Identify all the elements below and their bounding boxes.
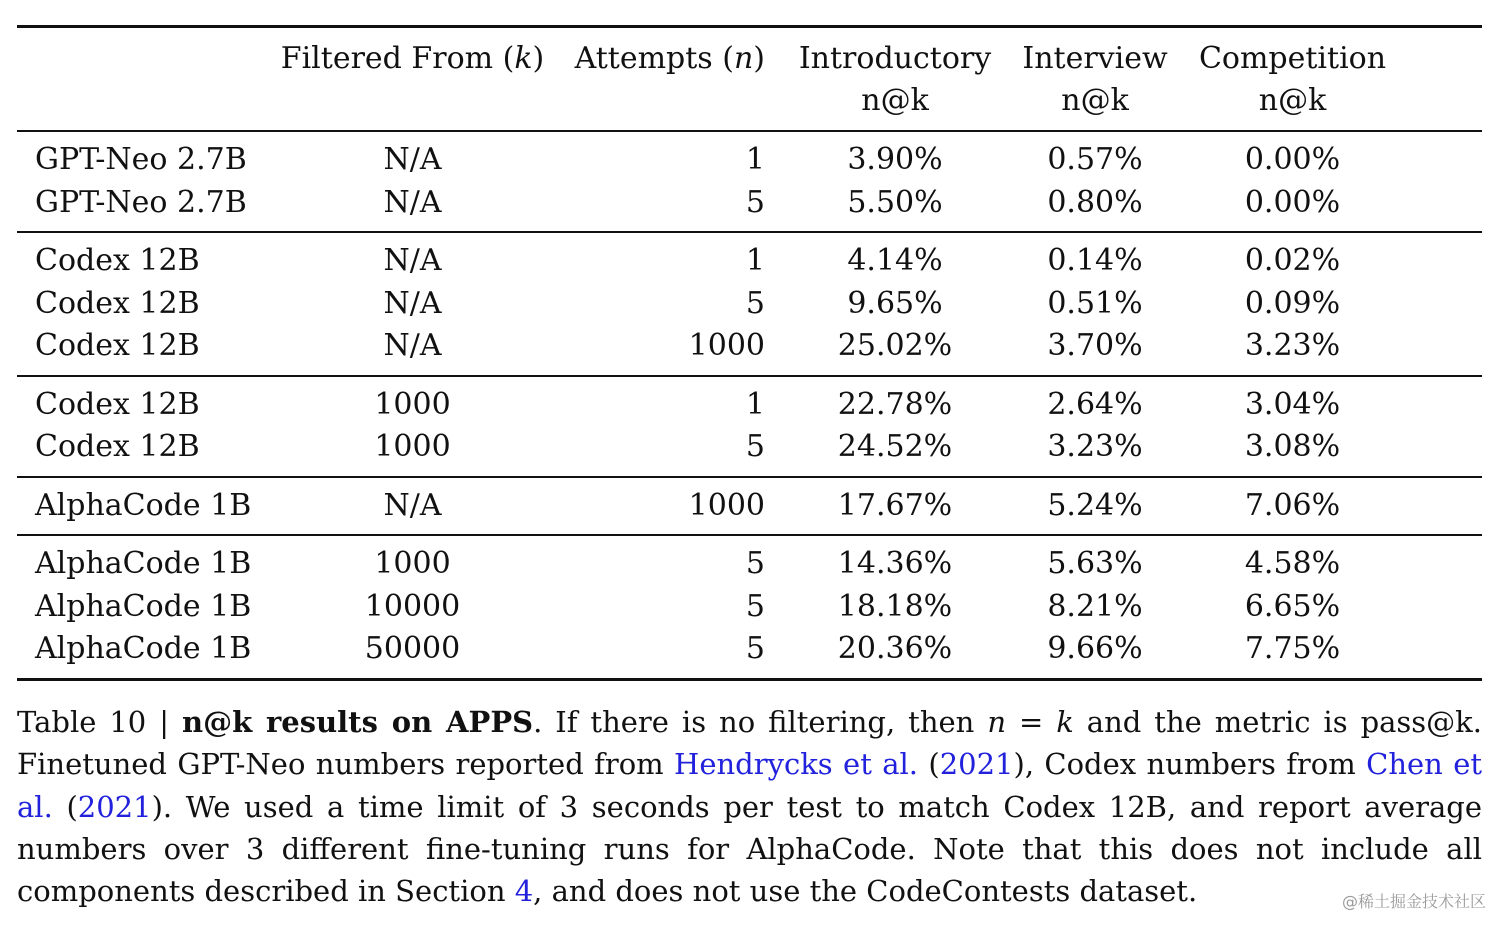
cell-interview: 2.64% [1047, 386, 1143, 422]
cell-attempts: 5 [745, 631, 765, 666]
cell-filtered: N/A [383, 328, 442, 363]
cell-intro: 22.78% [837, 386, 953, 422]
cell-model: Codex 12B [35, 429, 200, 464]
table-caption: Table 10 | n@k results on APPS. If there is no filtering, then n = k and the metric is pass@k. Finetuned GPT-Neo numbers reported from Hendrycks et al. (2021), Codex numbers from Chen et al. (2021). We used a time limit of 3 seconds per test to match Codex 12B, and report average numbers over 3 different fine-tuning runs for AlphaCode. Note that this does not include all components described in Section 4, and does not use the CodeContests dataset. [17, 705, 1483, 909]
header-model [17, 27, 270, 132]
cell-competition: 0.00% [1244, 142, 1341, 177]
cell-model: AlphaCode 1B [35, 588, 252, 624]
row-group [17, 376, 1482, 477]
cell-filtered: N/A [383, 184, 442, 220]
cell-interview: 0.80% [1047, 184, 1143, 220]
cell-attempts: 1 [745, 243, 765, 278]
cell-filtered: N/A [383, 142, 442, 177]
citation-hendrycks-year[interactable]: 2021 [939, 747, 1014, 782]
cell-interview: 0.14% [1047, 243, 1143, 278]
cell-model: Codex 12B [35, 386, 200, 422]
table-row [17, 283, 1482, 326]
cell-intro: 18.18% [837, 588, 953, 624]
table-row [17, 586, 1482, 629]
cell-intro: 20.36% [837, 631, 953, 666]
cell-model: AlphaCode 1B [35, 631, 252, 666]
cell-interview: 0.51% [1047, 285, 1143, 321]
watermark: @稀土掘金技术社区 [1341, 892, 1486, 911]
cell-interview: 3.70% [1047, 328, 1143, 363]
citation-chen-year[interactable]: 2021 [77, 789, 152, 824]
cell-intro: 5.50% [847, 184, 943, 220]
cell-attempts: 5 [745, 546, 765, 581]
header-attempts: Attempts (n) [574, 41, 765, 76]
cell-attempts: 5 [745, 285, 765, 321]
table-row [17, 232, 1482, 283]
cell-filtered: 10000 [364, 588, 461, 624]
cell-filtered: N/A [383, 285, 442, 321]
cell-interview: 8.21% [1047, 588, 1143, 624]
cell-attempts: 1 [745, 386, 765, 422]
cell-filtered: N/A [383, 243, 442, 278]
cell-interview: 5.63% [1047, 546, 1143, 581]
cell-model: Codex 12B [35, 243, 200, 278]
cell-intro: 17.67% [837, 487, 953, 523]
row-group [17, 535, 1482, 679]
cell-filtered: 1000 [374, 546, 451, 581]
header-filtered-from: Filtered From (k) [280, 41, 545, 76]
cell-interview: 9.66% [1047, 631, 1143, 666]
cell-attempts: 1000 [688, 328, 765, 363]
citation-chen[interactable]: Chen et al. [17, 747, 1483, 824]
table-row [17, 131, 1482, 182]
table-row [17, 426, 1482, 477]
cell-competition: 7.06% [1244, 487, 1341, 523]
row-group [17, 232, 1482, 376]
citation-hendrycks[interactable]: Hendrycks et al. [674, 747, 919, 782]
table-row [17, 477, 1482, 536]
cell-intro: 9.65% [847, 285, 943, 321]
table-row [17, 628, 1482, 679]
cell-competition: 3.23% [1244, 328, 1341, 363]
cell-competition: 4.58% [1244, 546, 1341, 581]
cell-filtered: 1000 [374, 429, 451, 464]
cell-competition: 3.04% [1244, 386, 1341, 422]
cell-model: Codex 12B [35, 285, 200, 321]
cell-intro: 25.02% [837, 328, 953, 363]
cell-filtered: 50000 [364, 631, 461, 666]
cell-model: GPT-Neo 2.7B [35, 142, 247, 177]
cell-model: AlphaCode 1B [35, 487, 252, 523]
cell-attempts: 1 [745, 142, 765, 177]
section-link[interactable]: 4 [514, 874, 534, 909]
cell-interview: 5.24% [1047, 487, 1143, 523]
header-competition: Competition n@k [1198, 41, 1387, 118]
cell-interview: 3.23% [1047, 429, 1143, 464]
cell-intro: 4.14% [847, 243, 943, 278]
cell-competition: 0.02% [1244, 243, 1341, 278]
cell-filtered: 1000 [374, 386, 451, 422]
table-row [17, 325, 1482, 376]
cell-intro: 3.90% [847, 142, 943, 177]
cell-competition: 0.00% [1244, 184, 1341, 220]
header-introductory: Introductory n@k [798, 41, 992, 118]
table-header [17, 27, 1482, 132]
cell-model: AlphaCode 1B [35, 546, 252, 581]
results-table [17, 25, 1482, 681]
cell-competition: 0.09% [1244, 285, 1341, 321]
cell-intro: 14.36% [837, 546, 953, 581]
header-interview: Interview n@k [1022, 41, 1168, 118]
row-group [17, 477, 1482, 536]
table-row [17, 535, 1482, 586]
cell-attempts: 5 [745, 429, 765, 464]
cell-interview: 0.57% [1047, 142, 1143, 177]
row-group [17, 131, 1482, 232]
cell-attempts: 5 [745, 184, 765, 220]
cell-competition: 6.65% [1244, 588, 1341, 624]
cell-intro: 24.52% [837, 429, 953, 464]
cell-attempts: 5 [745, 588, 765, 624]
cell-filtered: N/A [383, 487, 442, 523]
table-row [17, 182, 1482, 233]
cell-model: GPT-Neo 2.7B [35, 184, 247, 220]
cell-model: Codex 12B [35, 328, 200, 363]
table-row [17, 376, 1482, 427]
cell-competition: 7.75% [1244, 631, 1341, 666]
cell-competition: 3.08% [1244, 429, 1341, 464]
cell-attempts: 1000 [688, 487, 765, 523]
